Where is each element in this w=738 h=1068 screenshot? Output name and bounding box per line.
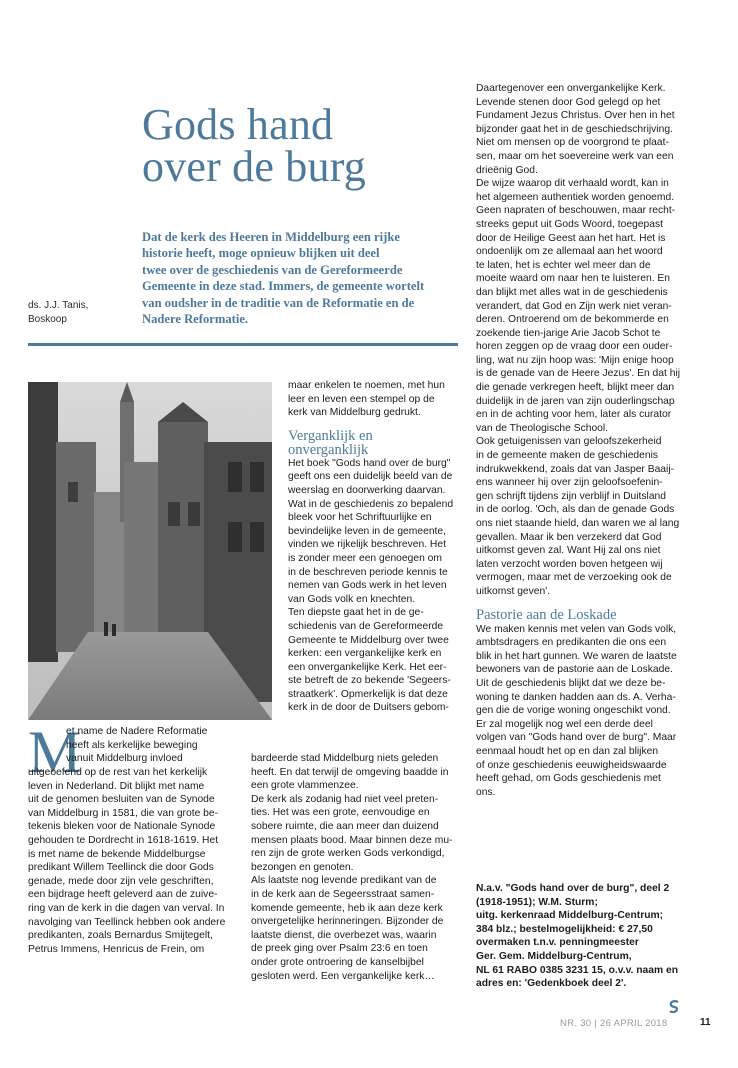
text-line: tekenis bleken voor de Nationale Synode xyxy=(28,821,216,833)
lead-line: historie heeft, moge opnieuw blijken uit deel xyxy=(142,246,380,261)
subheading-verganklijk: Verganklijk en xyxy=(288,427,373,444)
author-name: ds. J.J. Tanis, xyxy=(28,300,89,311)
text-line: het algemeen authentiek worden genoemd. xyxy=(476,191,675,203)
page-number: 11 xyxy=(700,1017,711,1028)
text-line: gevallen. Maar ik ben verzekerd dat God xyxy=(476,531,662,543)
drop-cap-letter: M xyxy=(28,719,82,785)
text-line: bewoners van de pastorie aan de Loskade. xyxy=(476,664,673,676)
text-line: Als laatste nog levende predikant van de xyxy=(251,875,437,887)
text-line: De wijze waarop dit verhaald wordt, kan in xyxy=(476,178,669,190)
column-3-body xyxy=(476,82,716,799)
text-line: uitkomst geven zal. Want Hij zal ons niet xyxy=(476,545,661,557)
title-line-1: Gods hand xyxy=(142,100,334,149)
text-line: bevindelijke leven in de gemeente, xyxy=(288,525,446,537)
text-line: geeft ons een duidelijk beeld van de xyxy=(288,471,453,483)
text-line: gesloten werd. Een vergankelijke kerk… xyxy=(251,970,435,982)
end-mark-icon xyxy=(668,1000,680,1014)
column-1-body xyxy=(28,766,276,956)
title-line-2: over de burg xyxy=(142,142,366,191)
text-line: onder grote ontroering de kanselbijbel xyxy=(251,956,424,968)
text-line: door de Heilige Geest aan het hart. Het is xyxy=(476,232,666,244)
text-line: of onze geschiedenis eeuwigheidswaarde xyxy=(476,759,667,771)
text-line: streeks geput uit Gods Woord, toegepast xyxy=(476,218,663,230)
text-line: een bijdrage heeft geleverd aan de zuive- xyxy=(28,889,218,901)
text-line: ambtsdragers en predikanten die ons een xyxy=(476,637,667,649)
text-line: deren. Ontroerend om de bekommerde en xyxy=(476,314,669,326)
text-line: vinden we rijkelijk beschreven. Het xyxy=(288,539,446,551)
info-line: Ger. Gem. Middelburg-Centrum, xyxy=(476,950,632,962)
text-line: Ook getuigenissen van geloofszekerheid xyxy=(476,436,662,448)
text-line: vermogen, maar met de verzoeking ook de xyxy=(476,572,672,584)
info-line: NL 61 RABO 0385 3231 15, o.v.v. naam en xyxy=(476,964,679,976)
text-line: nemen van Gods werk in het leven xyxy=(288,580,447,592)
text-line: volgen van "Gods hand over de burg". Maar xyxy=(476,732,677,744)
text-line: is met name de bekende Middelburgse xyxy=(28,848,206,860)
lead-line: Nadere Reformatie. xyxy=(142,312,249,327)
text-line: Levende stenen door God gelegd op het xyxy=(476,96,661,108)
text-line: is de genade van de Heere Jezus'. En dat hij xyxy=(476,368,681,380)
issue-date: NR. 30 | 26 APRIL 2018 xyxy=(560,1018,668,1029)
text-line: van de Theologische School. xyxy=(476,422,609,434)
text-line: en in de achting voor hem, later als curator xyxy=(476,409,672,421)
subheading-onverganklijk: onverganklijk xyxy=(288,441,369,458)
text-line: et name de Nadere Reformatie xyxy=(66,726,208,737)
historic-street-photo xyxy=(28,382,272,720)
text-line: in de beschreven periode kennis te xyxy=(288,566,448,578)
text-line: De kerk als zodanig had niet veel preten- xyxy=(251,793,439,805)
info-line: adres en: 'Gedenkboek deel 2'. xyxy=(476,978,627,990)
text-line: Geen napraten of beschouwen, maar recht- xyxy=(476,205,676,217)
text-line: duidelijk in de jaren van zijn ouderlingschap xyxy=(476,395,675,407)
text-line: sen, maar om het soevereine werk van een xyxy=(476,150,674,162)
text-line: woning te danken hadden aan ds. A. Verha- xyxy=(476,691,676,703)
lead-line: Dat de kerk des Heeren in Middelburg een rijke xyxy=(142,230,400,244)
text-line: zoekende tien-jarige Arie Jacob Schot te xyxy=(476,327,661,339)
column-2-continued xyxy=(251,752,461,983)
text-line: maar enkelen te noemen, met hun xyxy=(288,380,445,391)
lead-paragraph xyxy=(142,229,460,327)
text-line: van Middelburg in 1581, die van grote be- xyxy=(28,807,219,819)
text-line: ling, wat nu zijn hoop was: 'Mijn enige hoop xyxy=(476,354,674,366)
text-line: Petrus Immens, Henricus de Frein, om xyxy=(28,943,205,955)
author-place: Boskoop xyxy=(28,314,67,325)
text-line: ons. xyxy=(476,786,496,798)
text-line: predikant Willem Teellinck die door Gods xyxy=(28,862,214,874)
text-line: Het boek "Gods hand over de burg" xyxy=(288,457,451,469)
text-line: Daartegenover een onvergankelijke Kerk. xyxy=(476,83,666,94)
lead-line: van oudsher in de traditie van de Reformatie en de xyxy=(142,295,415,310)
text-line: heeft gehad, om Gods geschiedenis met xyxy=(476,773,661,785)
text-line: in de gemeente maken de geschiedenis xyxy=(476,450,659,462)
text-line: schiedenis van de Gereformeerde xyxy=(288,620,444,632)
text-line: blik in het hart gunnen. We waren de laatste xyxy=(476,650,677,662)
info-line: overmaken t.n.v. penningmeester xyxy=(476,937,639,949)
text-line: predikanten, zoals Bernardus Smijtegelt, xyxy=(28,930,213,942)
text-line: ren zijn de grote werken Gods verkondigd, xyxy=(251,848,445,860)
text-line: leven in Nederland. Dit blijkt met name xyxy=(28,780,205,792)
text-line: vanuit Middelburg invloed xyxy=(66,753,183,765)
text-line: van Gods volk en knechten. xyxy=(288,593,416,605)
text-line: Uit de geschiedenis blijkt dat we deze be- xyxy=(476,677,666,689)
text-line: horen zeggen op de vraag door een ouder- xyxy=(476,341,673,353)
text-line: mensen plaats bood. Maar binnen deze mu- xyxy=(251,834,453,846)
text-line: kerken: een vergankelijke kerk en xyxy=(288,648,442,660)
text-line: uitkomst geven'. xyxy=(476,585,551,597)
info-line: (1918-1951); W.M. Sturm; xyxy=(476,896,598,908)
text-line: indrukwekkend, zoals dat van Jasper Baaij- xyxy=(476,463,675,475)
text-line: laten verzocht worden boven hetgeen wij xyxy=(476,558,663,570)
info-line: 384 blz.; bestelmogelijkheid: € 27,50 xyxy=(476,923,653,935)
text-line: navolging van Teellinck hebben ook andere xyxy=(28,916,226,928)
text-line: de preek ging over Psalm 23:6 en toen xyxy=(251,943,428,955)
text-line: ens wanneer hij over zijn geloofsoefenin- xyxy=(476,477,663,489)
text-line: verandert, dat God en Zijn werk niet veran- xyxy=(476,300,672,312)
text-line: ties. Het was een grote, eenvoudige en xyxy=(251,807,430,819)
section-divider xyxy=(28,343,458,346)
text-line: Fundament Jezus Christus. Over hen in het xyxy=(476,110,675,122)
author-byline xyxy=(28,299,88,327)
text-line: kerk in de door de Duitsers gebom- xyxy=(288,702,449,714)
text-line: sobere ruimte, die aan meer dan duizend xyxy=(251,820,439,832)
text-line: eenmaal houdt het op en dan zal blijken xyxy=(476,745,659,757)
text-line: in de oorlog. 'Och, als dan de genade Gods xyxy=(476,504,675,516)
text-line: laatste dienst, die overbezet was, waarin xyxy=(251,929,437,941)
article-title xyxy=(142,100,472,191)
text-line: moeite waard om naar hen te luisteren. En xyxy=(476,273,671,285)
text-line: komende gemeente, heb ik aan deze kerk xyxy=(251,902,443,914)
text-line: in de kerk aan de Segeersstraat samen- xyxy=(251,888,435,900)
text-line: straatkerk'. Opmerkelijk is dat deze xyxy=(288,688,448,700)
text-line: een grote vlammenzee. xyxy=(251,780,359,792)
text-line: heeft. En dat terwijl de omgeving baadde in xyxy=(251,766,449,778)
text-line: leer en leven een stempel op de xyxy=(288,393,435,405)
text-line: gehouden te Dordrecht in 1618-1619. Het xyxy=(28,834,219,846)
text-line: bezongen en genoten. xyxy=(251,861,354,873)
text-line: ons niet staande hield, dan waren we al lang xyxy=(476,518,680,529)
text-line: genade, mede door zijn vele geschriften, xyxy=(28,875,214,887)
column-2-body xyxy=(288,379,458,715)
text-line: uitgeoefend op de rest van het kerkelijk xyxy=(28,767,208,778)
text-line: drieënig God. xyxy=(476,164,538,176)
text-line: gen die de vorige woning ongeschikt vond. xyxy=(476,705,671,717)
text-line: gen schrijft tijdens zijn verblijf in Duitsland xyxy=(476,490,667,502)
book-info xyxy=(476,882,716,991)
text-line: kerk van Middelburg gedrukt. xyxy=(288,407,421,419)
street-photo-icon xyxy=(28,382,272,720)
text-line: weerslag en doorwerking daarvan. xyxy=(288,484,446,496)
text-line: is zonder meer een genoegen om xyxy=(288,552,442,564)
text-line: Niet om mensen op de voorgrond te plaat- xyxy=(476,137,669,149)
text-line: ondoenlijk om ze allemaal aan het woord xyxy=(476,246,663,258)
text-line: bijzonder gaat het in de geschiedschrijving. xyxy=(476,123,673,135)
text-line: heeft als kerkelijke beweging xyxy=(66,739,198,751)
lead-line: twee over de geschiedenis van de Gereformeerde xyxy=(142,262,403,277)
text-line: Gemeente te Middelburg over twee xyxy=(288,634,449,646)
text-line: ring van de kerk in die dagen van verval. In xyxy=(28,902,225,914)
text-line: uit de genomen besluiten van de Synode xyxy=(28,794,215,806)
text-line: onvergetelijke herinneringen. Bijzonder de xyxy=(251,916,444,928)
info-line: uitg. kerkenraad Middelburg-Centrum; xyxy=(476,910,664,922)
text-line: Ten diepste gaat het in de ge- xyxy=(288,607,424,619)
text-line: ste betreft de zo bekende 'Segeers- xyxy=(288,675,451,687)
subheading-pastorie: Pastorie aan de Loskade xyxy=(476,606,617,623)
text-line: te laten, het is echter wel meer dan de xyxy=(476,259,651,271)
text-line: die genade verkregen heeft, blijkt meer dan xyxy=(476,382,675,394)
text-line: bleek voor het Schriftuurlijke en xyxy=(288,512,432,524)
text-line: bardeerde stad Middelburg niets geleden xyxy=(251,753,439,764)
column-1-intro xyxy=(66,725,276,766)
text-line: We maken kennis met velen van Gods volk, xyxy=(476,623,677,635)
lead-line: Gemeente in deze stad. Immers, de gemeente wortelt xyxy=(142,279,425,294)
text-line: Wat in de geschiedenis zo bepalend xyxy=(288,498,454,510)
text-line: Er zal mogelijk nog wel een derde deel xyxy=(476,718,653,730)
text-line: dan blijkt met alles wat in de geschiedenis xyxy=(476,286,668,298)
info-line: N.a.v. "Gods hand over de burg", deel 2 xyxy=(476,883,670,894)
text-line: een onvergankelijke Kerk. Het eer- xyxy=(288,661,447,673)
